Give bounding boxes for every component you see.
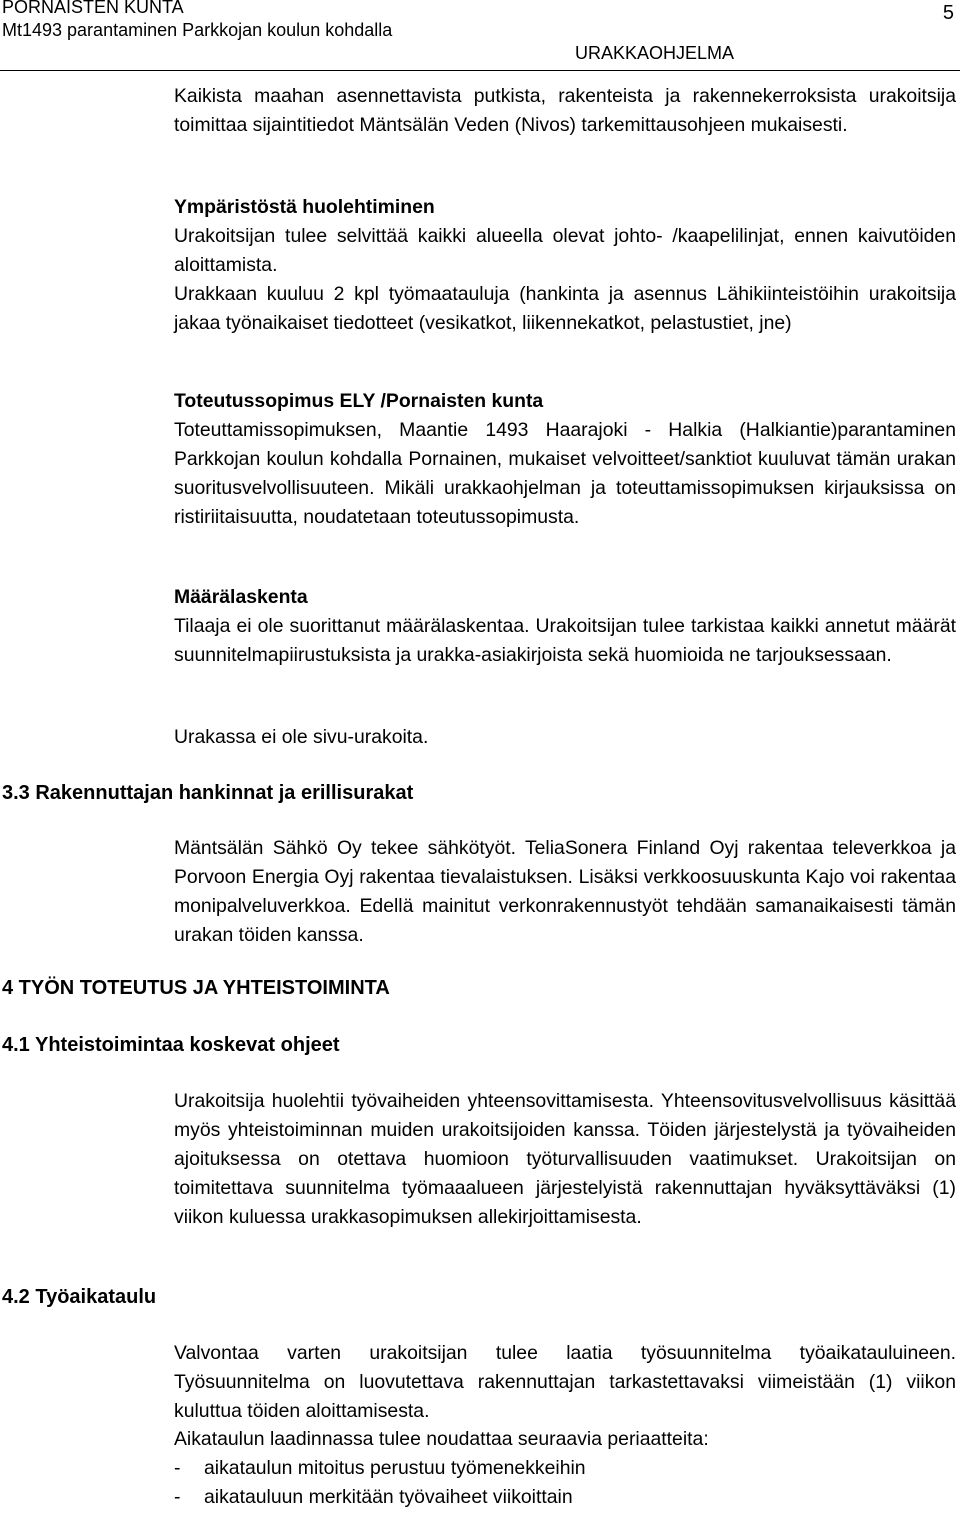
measurements-text: Kaikista maahan asennettavista putkista, rakenteista ja rakennekerroksista urakoitsija toimittaa sijaintitiedot Mäntsälän Veden (Nivos) tarkemittausohjeen mukaisesti.: [174, 85, 956, 136]
header-document-title: URAKKAOHJELMA: [575, 43, 735, 63]
list-item: [174, 1454, 956, 1483]
list-item-text: aikatauluun merkitään työvaiheet viikoittain: [204, 1486, 573, 1508]
agreement-block: [174, 387, 956, 532]
section-3-3-heading: 3.3 Rakennuttajan hankinnat ja erillisurakat: [2, 782, 414, 804]
section-4-heading: 4 TYÖN TOTEUTUS JA YHTEISTOIMINTA: [2, 977, 390, 999]
environment-text: Urakoitsijan tulee selvittää kaikki alueella olevat johto- /kaapelilinjat, ennen kaivutöiden aloittamista.: [174, 225, 956, 276]
measurements-paragraph: [174, 82, 956, 140]
section-3-3-text: Mäntsälän Sähkö Oy tekee sähkötyöt. TeliaSonera Finland Oyj rakentaa televerkkoa ja Porvoon Energia Oyj rakentaa tievalaistuksen. Lisäksi verkkoosuuskunta Kajo voi rakentaa monipalveluverkkoa. Edellä mainitut verkonrakennustyöt tehdään samanaikaisesti tämän urakan töiden kanssa.: [174, 837, 956, 946]
header-organization: PORNAISTEN KUNTA: [2, 0, 184, 17]
schedule-text-1: Valvontaa varten urakoitsijan tulee laatia työsuunnitelma työaikatauluineen. Työsuunnitelma on luovutettava rakennuttajan tarkastettavaksi viimeistään (1) viikon kuluttua töiden aloittamisesta.: [174, 1342, 956, 1422]
quantity-block: [174, 583, 956, 670]
section-4-1-text: Urakoitsija huolehtii työvaiheiden yhteensovittamisesta. Yhteensovitusvelvollisuus käsittää myös yhteistoiminnan muiden urakoitsijoiden kanssa. Töiden järjestelystä ja työvaiheiden ajoituksessa on otettava huomioon työturvallisuuden vaatimukset. Urakoitsijan on toimitettava suunnitelma työmaaalueen järjestelyistä rakennuttajan hyväksyttäväksi (1) viikon kuluessa urakkasopimuksen allekirjoittamisesta.: [174, 1090, 956, 1228]
list-marker: -: [174, 1486, 181, 1508]
list-item-text: aikataulun mitoitus perustuu työmenekkeihin: [204, 1457, 586, 1479]
list-item: [174, 1483, 956, 1512]
schedule-text-2: Aikataulun laadinnassa tulee noudattaa seuraavia periaatteita:: [174, 1428, 709, 1450]
section-4-1-block: [174, 1087, 956, 1232]
section-4-2-heading: 4.2 Työaikataulu: [2, 1286, 157, 1308]
schedule-principles-list: [174, 1454, 956, 1512]
agreement-text: Toteuttamissopimuksen, Maantie 1493 Haarajoki - Halkia (Halkiantie)parantaminen Parkkojan koulun kohdalla Pornainen, mukaiset velvoitteet/sanktiot kuuluvat tämän urakan suoritusvelvollisuuteen. Mikäli urakkaohjelman ja toteuttamissopimuksen kirjauksissa on ristiriitaisuutta, noudatetaan toteutussopimusta.: [174, 419, 956, 528]
schedule-block: [174, 1339, 956, 1426]
section-3-3-block: [174, 834, 956, 950]
subcontract-text: Urakassa ei ole sivu-urakoita.: [174, 726, 429, 748]
page-number: 5: [942, 2, 954, 24]
header-project: Mt1493 parantaminen Parkkojan koulun kohdalla: [2, 20, 393, 40]
subcontract-block: [174, 723, 956, 752]
quantity-text: Tilaaja ei ole suorittanut määrälaskentaa. Urakoitsijan tulee tarkistaa kaikki annetut määrät suunnitelmapiirustuksista ja urakka-asiakirjoista sekä huomioida ne tarjouksessaan.: [174, 615, 956, 666]
boards-text: Urakkaan kuuluu 2 kpl työmaatauluja (hankinta ja asennus Lähikiinteistöihin urakoitsija jakaa työnaikaiset tiedotteet (vesikatkot, liikennekatkot, pelastustiet, jne): [174, 283, 956, 334]
section-4-1-heading: 4.1 Yhteistoimintaa koskevat ohjeet: [2, 1034, 340, 1056]
list-marker: -: [174, 1457, 181, 1479]
agreement-heading: Toteutussopimus ELY /Pornaisten kunta: [174, 390, 544, 412]
environment-block: [174, 193, 956, 338]
header-divider: [0, 70, 960, 71]
quantity-heading: Määrälaskenta: [174, 586, 308, 608]
environment-heading: Ympäristöstä huolehtiminen: [174, 196, 435, 218]
schedule-principles-block: [174, 1425, 956, 1512]
